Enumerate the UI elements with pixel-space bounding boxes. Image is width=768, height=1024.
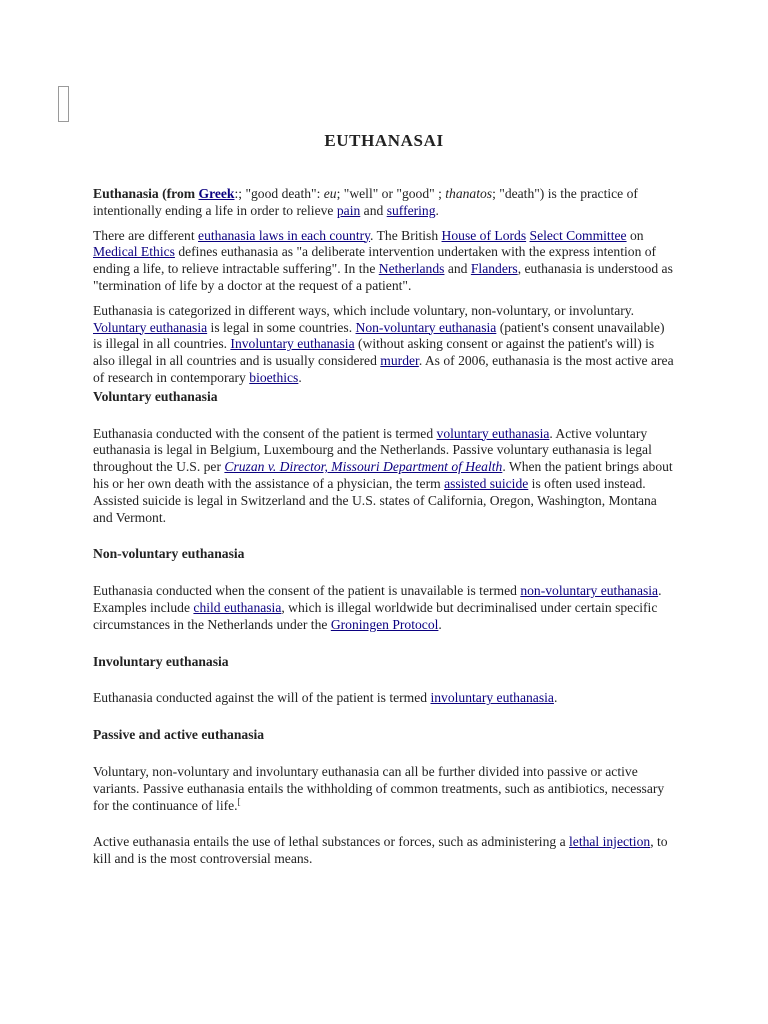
intro-text-5: . [435,202,439,218]
link-bioethics[interactable]: bioethics [249,369,299,385]
nonvol-text-0: Euthanasia conducted when the consent of the patient is unavailable is termed [93,583,521,599]
paragraph-intro [93,186,675,220]
link-child-euthanasia[interactable]: child euthanasia [193,599,282,615]
link-voluntary-euthanasia[interactable]: Voluntary euthanasia [93,319,208,335]
def-text-6: , euthanasia is understood as "termination of life by a doctor at the request of a patient". [93,261,673,293]
cat-text-4: . As of 2006, euthanasia is the most active area of research in contemporary [93,353,674,385]
vol-text-3: is often used instead. Assisted suicide is legal in Switzerland and the U.S. states of California, Oregon, Washington, Montana and Vermont. [93,475,657,525]
link-lethal-injection[interactable]: lethal injection [569,834,651,850]
nonvol-text-1: . Examples include [93,583,662,615]
link-euthanasia-laws[interactable]: euthanasia laws in each country [198,227,371,243]
link-involuntary-euthanasia[interactable]: Involuntary euthanasia [230,336,355,352]
link-house-of-lords[interactable]: House of Lords [441,227,527,243]
link-voluntary-euthanasia-2[interactable]: voluntary euthanasia [436,425,550,441]
link-netherlands[interactable]: Netherlands [378,261,445,277]
link-non-voluntary-euthanasia[interactable]: Non-voluntary euthanasia [355,319,497,335]
text-cursor-box [58,86,69,122]
intro-text-2: ; "well" or "good" ; [336,186,446,201]
paragraph-passive [93,764,675,814]
cat-text-3: (without asking consent or against the patient's will) is also illegal in all countries and is usually considered [93,336,655,369]
heading-passive-active-euthanasia: Passive and active euthanasia [93,727,265,743]
link-assisted-suicide[interactable]: assisted suicide [444,475,529,491]
link-suffering[interactable]: suffering [386,202,436,218]
link-involuntary-euthanasia-2[interactable]: involuntary euthanasia [430,690,554,706]
link-cruzan[interactable]: Cruzan v. Director, Missouri Department of Health [224,459,503,475]
heading-involuntary-euthanasia: Involuntary euthanasia [93,653,229,669]
intro-thanatos: thanatos [445,186,493,201]
cat-text-2: (patient's consent unavailable) is illegal in all countries. [93,319,665,352]
link-groningen-protocol[interactable]: Groningen Protocol [330,616,439,632]
paragraph-involuntary [93,690,675,707]
invol-text-1: . [553,690,558,706]
link-select-committee[interactable]: Select Committee [529,227,627,243]
paragraph-categories [93,303,675,387]
nonvol-text-3: . [438,616,442,632]
def-text-1: . The British [370,227,442,243]
intro-text-1: :; "good death": [234,186,324,201]
paragraph-active [93,834,675,868]
document-page [93,128,675,876]
paragraph-definitions [93,228,675,295]
reference-marker[interactable]: [ [237,795,241,806]
passive-text-0: Voluntary, non-voluntary and involuntary euthanasia can all be further divided into passive or active variants. Passive euthanasia entails the withholding of common treatments, such as antibiotics, necessary for the continuance of life. [93,763,665,813]
page-title: EUTHANASAI [324,131,444,150]
def-text-5: and [444,261,471,277]
def-text-4: defines euthanasia as "a deliberate intervention undertaken with the express intention of ending a life, to relieve intractable suffering". In the [93,244,657,277]
link-medical-ethics[interactable]: Medical Ethics [93,244,175,260]
link-non-voluntary-euthanasia-2[interactable]: non-voluntary euthanasia [520,583,659,599]
intro-text-4: and [360,202,387,218]
link-flanders[interactable]: Flanders [470,261,518,277]
invol-text-0: Euthanasia conducted against the will of the patient is termed [93,690,431,706]
heading-non-voluntary-euthanasia: Non-voluntary euthanasia [93,546,245,562]
link-greek[interactable]: Greek [198,186,235,201]
link-murder[interactable]: murder [380,353,419,369]
vol-text-2: . When the patient brings about his or her own death with the assistance of a physician, the term [93,459,673,491]
cat-text-0: Euthanasia is categorized in different ways, which include voluntary, non-voluntary, or involuntary. [93,302,635,318]
active-text-0: Active euthanasia entails the use of lethal substances or forces, such as administering a [93,834,570,850]
cat-text-5: . [298,369,302,385]
def-text-3: on [626,227,644,243]
paragraph-voluntary [93,426,675,527]
paragraph-non-voluntary [93,583,675,633]
vol-text-0: Euthanasia conducted with the consent of the patient is termed [93,425,437,441]
intro-eu: eu [323,186,337,201]
nonvol-text-2: , which is illegal worldwide but decriminalised under certain specific circumstances in the Netherlands under the [93,599,658,632]
def-text-0: There are different [93,227,199,243]
intro-lead: Euthanasia (from [93,186,199,201]
active-text-1: , to kill and is the most controversial means. [93,834,668,867]
link-pain[interactable]: pain [336,202,361,218]
intro-text-3: ; "death") is the practice of intentionally ending a life in order to relieve [93,186,638,218]
vol-text-1: . Active voluntary euthanasia is legal in Belgium, Luxembourg and the Netherlands. Passive voluntary euthanasia is legal throughout the U.S. per [93,425,652,475]
cat-text-1: is legal in some countries. [207,319,356,335]
heading-voluntary-euthanasia: Voluntary euthanasia [93,388,218,404]
